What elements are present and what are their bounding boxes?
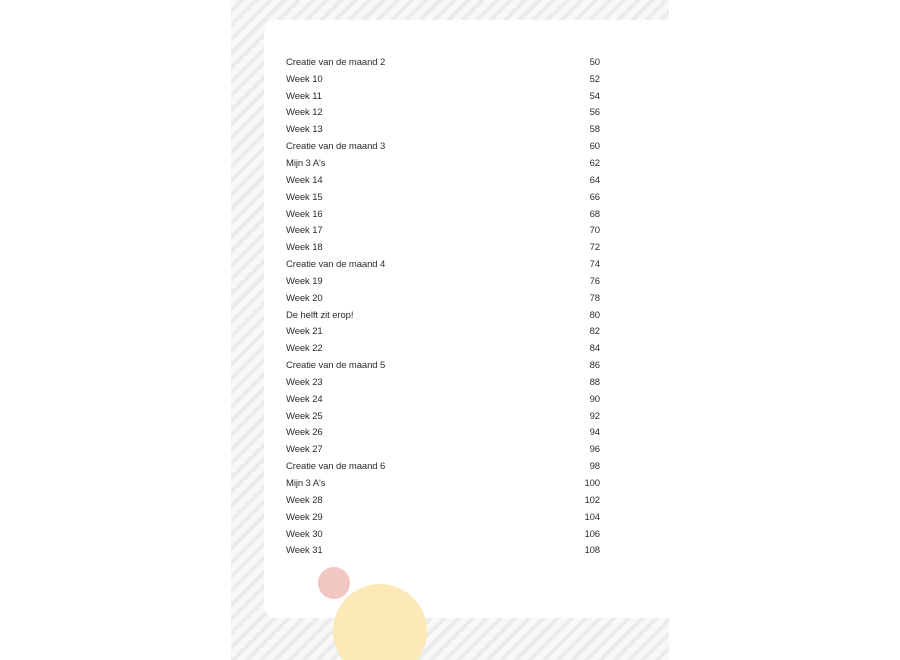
- toc-entry-title: Week 29: [286, 511, 323, 523]
- toc-entry-title: Week 17: [286, 225, 323, 237]
- toc-entry-title: Week 23: [286, 376, 323, 388]
- toc-entry: [286, 425, 600, 442]
- toc-entry: [286, 357, 600, 374]
- toc-entry-page-number: 66: [589, 191, 600, 203]
- toc-entry-page-number: 56: [589, 107, 600, 119]
- toc-entry-page-number: 72: [589, 242, 600, 254]
- toc-entry: [286, 374, 600, 391]
- toc-entry-page-number: 58: [589, 124, 600, 136]
- toc-entry: [286, 441, 600, 458]
- toc-entry-title: De helft zit erop!: [286, 309, 354, 321]
- toc-entry-title: Week 31: [286, 545, 323, 557]
- toc-entry-title: Week 21: [286, 326, 323, 338]
- toc-entry-page-number: 92: [589, 410, 600, 422]
- toc-entry-title: Week 30: [286, 528, 323, 540]
- toc-entry: [286, 492, 600, 509]
- toc-entry: [286, 189, 600, 206]
- toc-entry-page-number: 96: [589, 444, 600, 456]
- toc-entry-title: Week 14: [286, 174, 323, 186]
- toc-entry-page-number: 64: [589, 174, 600, 186]
- toc-entry-title: Mijn 3 A's: [286, 157, 326, 169]
- toc-entry-title: Week 10: [286, 73, 323, 85]
- toc-entry-title: Week 25: [286, 410, 323, 422]
- toc-entry: [286, 54, 600, 71]
- toc-entry-title: Week 19: [286, 275, 323, 287]
- toc-entry: [286, 290, 600, 307]
- toc-entry-page-number: 108: [584, 545, 600, 557]
- toc-entry-page-number: 78: [589, 292, 600, 304]
- toc-entry-page-number: 54: [589, 90, 600, 102]
- toc-card: [264, 20, 669, 618]
- toc-entry: [286, 121, 600, 138]
- toc-entry-title: Week 26: [286, 427, 323, 439]
- toc-entry-page-number: 50: [589, 56, 600, 68]
- toc-entry-page-number: 62: [589, 157, 600, 169]
- toc-entry-title: Week 11: [286, 90, 322, 102]
- toc-entry: [286, 138, 600, 155]
- toc-entry-title: Week 16: [286, 208, 323, 220]
- toc-entry: [286, 391, 600, 408]
- toc-entry: [286, 526, 600, 543]
- toc-entry-title: Week 12: [286, 107, 323, 119]
- toc-entry-page-number: 88: [589, 376, 600, 388]
- toc-entry-title: Week 28: [286, 494, 323, 506]
- toc-entry-title: Week 18: [286, 242, 323, 254]
- toc-entry-title: Creatie van de maand 3: [286, 141, 386, 153]
- toc-entry: [286, 88, 600, 105]
- toc-entry-title: Week 24: [286, 393, 323, 405]
- toc-entry: [286, 105, 600, 122]
- toc-entry-page-number: 98: [589, 461, 600, 473]
- toc-entry-title: Week 20: [286, 292, 323, 304]
- toc-entry-page-number: 86: [589, 360, 600, 372]
- toc-entry: [286, 324, 600, 341]
- toc-entry-page-number: 76: [589, 275, 600, 287]
- toc-entry: [286, 222, 600, 239]
- toc-entry: [286, 307, 600, 324]
- toc-entry: [286, 509, 600, 526]
- toc-entry-page-number: 68: [589, 208, 600, 220]
- toc-entry: [286, 475, 600, 492]
- toc-entry-page-number: 94: [589, 427, 600, 439]
- toc-entry-title: Mijn 3 A's: [286, 478, 326, 490]
- table-of-contents: [286, 54, 600, 559]
- toc-entry-title: Week 15: [286, 191, 323, 203]
- toc-entry: [286, 458, 600, 475]
- toc-entry-page-number: 100: [584, 478, 600, 490]
- toc-entry: [286, 155, 600, 172]
- toc-entry-title: Creatie van de maand 4: [286, 259, 386, 271]
- toc-entry-page-number: 84: [589, 343, 600, 355]
- toc-entry-page-number: 90: [589, 393, 600, 405]
- toc-entry-page-number: 82: [589, 326, 600, 338]
- toc-entry: [286, 256, 600, 273]
- toc-entry: [286, 408, 600, 425]
- toc-entry: [286, 273, 600, 290]
- toc-entry-page-number: 80: [589, 309, 600, 321]
- toc-entry: [286, 542, 600, 559]
- toc-entry-title: Week 13: [286, 124, 323, 136]
- toc-entry-page-number: 60: [589, 141, 600, 153]
- pink-circle-decoration: [318, 567, 350, 599]
- toc-entry-title: Week 27: [286, 444, 323, 456]
- toc-entry-page-number: 102: [584, 494, 600, 506]
- toc-entry: [286, 71, 600, 88]
- toc-entry-title: Week 22: [286, 343, 323, 355]
- toc-entry-title: Creatie van de maand 2: [286, 56, 386, 68]
- toc-entry-title: Creatie van de maand 6: [286, 461, 386, 473]
- toc-entry-page-number: 70: [589, 225, 600, 237]
- toc-entry-page-number: 52: [589, 73, 600, 85]
- toc-entry-page-number: 104: [584, 511, 600, 523]
- toc-entry: [286, 206, 600, 223]
- toc-entry-page-number: 74: [589, 259, 600, 271]
- toc-entry-title: Creatie van de maand 5: [286, 360, 386, 372]
- page-frame: [231, 0, 669, 660]
- toc-entry: [286, 172, 600, 189]
- toc-entry: [286, 239, 600, 256]
- toc-entry-page-number: 106: [584, 528, 600, 540]
- toc-entry: [286, 340, 600, 357]
